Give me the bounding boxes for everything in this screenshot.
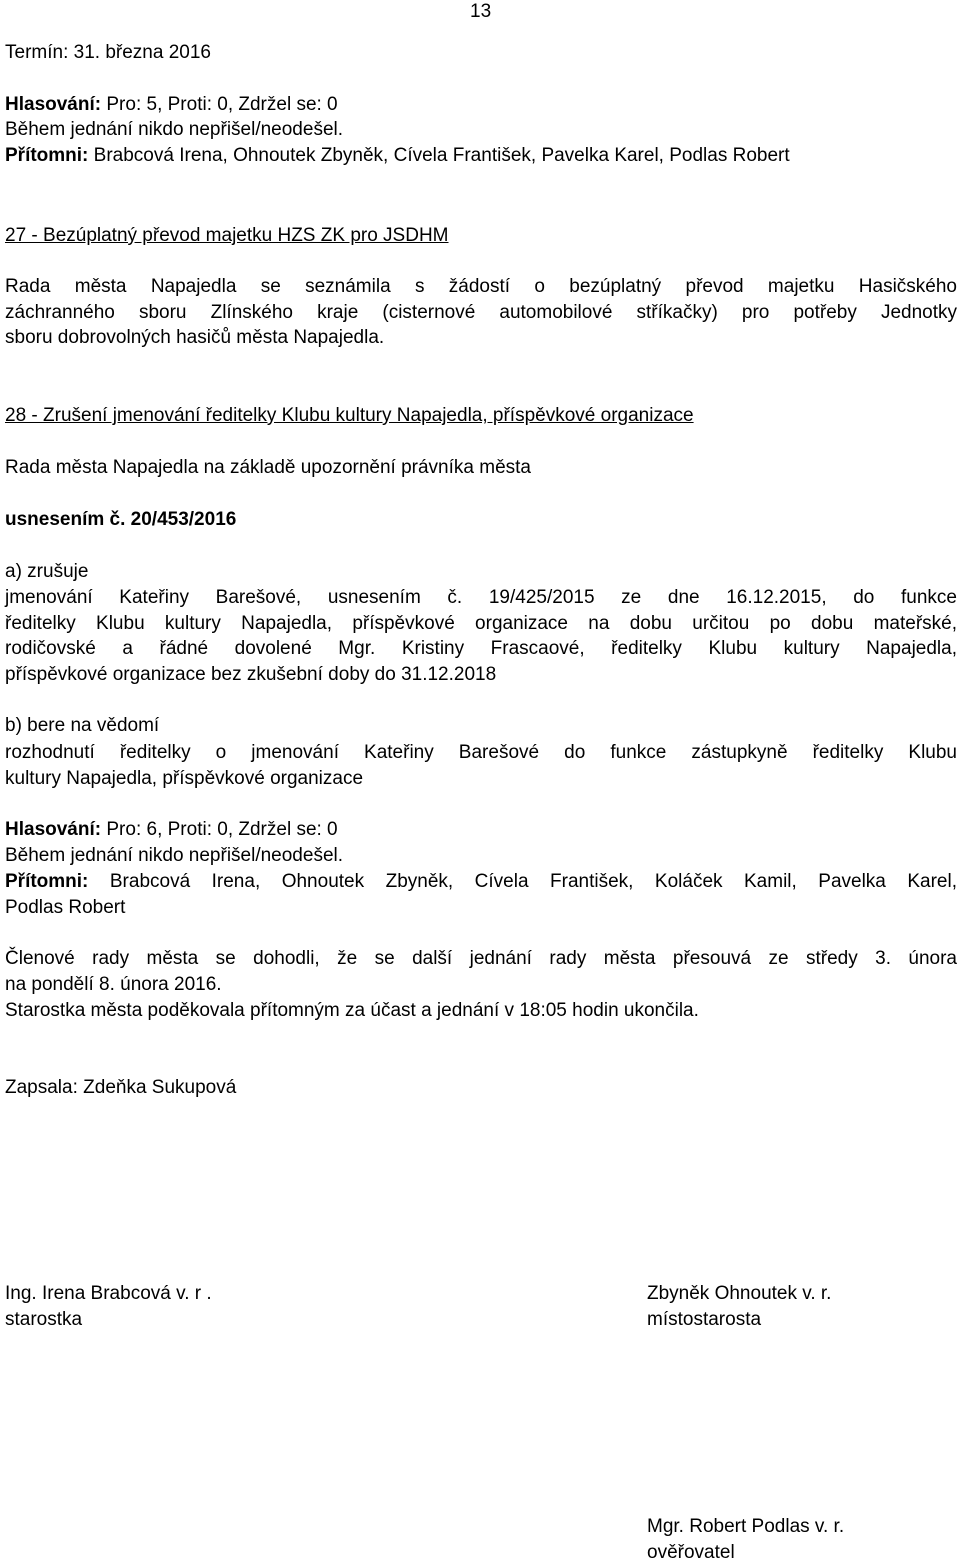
- section-a-line: rodičovské a řádné dovolené Mgr. Kristiny Frascaové, ředitelky Klubu kultury Napajedla,: [5, 638, 957, 660]
- closing-line: Členové rady města se dohodli, že se další jednání rady města přesouvá ze středy 3. února: [5, 948, 957, 969]
- section-b-line: kultury Napajedla, příspěvkové organizace: [5, 767, 364, 789]
- signature-left: [5, 1281, 212, 1333]
- closing-line: na pondělí 8. února 2016.: [5, 973, 222, 995]
- signature-verifier: [647, 1514, 844, 1566]
- signature-right-name: Zbyněk Ohnoutek v. r.: [647, 1283, 832, 1304]
- item28-heading: 28 - Zrušení jmenování ředitelky Klubu kultury Napajedla, příspěvkové organizace: [5, 405, 694, 426]
- present-value: Brabcová Irena, Ohnoutek Zbyněk, Cívela František, Koláček Kamil, Pavelka Karel,: [88, 871, 957, 892]
- arrivals-line: Během jednání nikdo nepřišel/neodešel.: [5, 845, 344, 866]
- present-line-top: [5, 144, 790, 168]
- vote-value: Pro: 5, Proti: 0, Zdržel se: 0: [101, 94, 338, 115]
- section-a-line: ředitelky Klubu kultury Napajedla, příspěvkové organizace na dobu určitou po dobu mateřské,: [5, 612, 957, 634]
- meeting-end-line: Starostka města poděkovala přítomným za účast a jednání v 18:05 hodin ukončila.: [5, 1000, 699, 1021]
- item27-line: sboru dobrovolných hasičů města Napajedla.: [5, 327, 385, 349]
- signature-verifier-name: Mgr. Robert Podlas v. r.: [647, 1516, 845, 1537]
- item27-heading: 27 - Bezúplatný převod majetku HZS ZK pro JSDHM: [5, 225, 449, 246]
- section-a-body: [5, 585, 957, 687]
- signature-verifier-role: ověřovatel: [647, 1542, 735, 1563]
- section-a-label: a) zrušuje: [5, 561, 89, 582]
- present-line: [5, 869, 957, 895]
- vote-line: [5, 818, 338, 842]
- vote-line-top: [5, 93, 338, 117]
- signature-right: [647, 1281, 831, 1333]
- vote-value: Pro: 6, Proti: 0, Zdržel se: 0: [101, 819, 338, 840]
- item28-intro: Rada města Napajedla na základě upozornění právníka města: [5, 457, 531, 478]
- signature-left-role: starostka: [5, 1309, 83, 1330]
- page-number: 13: [470, 1, 492, 22]
- item27-line: Rada města Napajedla se seznámila s žádostí o bezúplatný převod majetku Hasičského: [5, 276, 957, 297]
- section-a-line: jmenování Kateřiny Barešové, usnesením č. 19/425/2015 ze dne 16.12.2015, do funkce: [5, 587, 957, 608]
- section-a-line: příspěvkové organizace bez zkušební doby do 31.12.2018: [5, 663, 497, 685]
- item27-line: záchranného sboru Zlínského kraje (cisternové automobilové stříkačky) pro potřeby Jednotky: [5, 301, 957, 323]
- signature-right-role: místostarosta: [647, 1309, 762, 1330]
- arrivals-line-top: Během jednání nikdo nepřišel/neodešel.: [5, 119, 344, 140]
- vote-label: Hlasování:: [5, 94, 102, 115]
- present-line: Podlas Robert: [5, 896, 126, 918]
- resolution-number: usnesením č. 20/453/2016: [5, 509, 237, 530]
- section-b-body: [5, 740, 957, 791]
- deadline-line: Termín: 31. března 2016: [5, 42, 211, 63]
- section-b-label: b) bere na vědomí: [5, 715, 160, 736]
- present-block: [5, 869, 957, 920]
- present-label: Přítomni:: [5, 145, 89, 166]
- item27-body: [5, 274, 957, 351]
- present-label: Přítomni:: [5, 871, 89, 892]
- section-b-line: rozhodnutí ředitelky o jmenování Kateřiny Barešové do funkce zástupkyně ředitelky Klubu: [5, 742, 957, 763]
- recorded-by: Zapsala: Zdeňka Sukupová: [5, 1077, 237, 1098]
- vote-label: Hlasování:: [5, 819, 102, 840]
- signature-left-name: Ing. Irena Brabcová v. r .: [5, 1283, 212, 1304]
- present-value: Brabcová Irena, Ohnoutek Zbyněk, Cívela František, Pavelka Karel, Podlas Robert: [88, 145, 790, 166]
- closing-body: [5, 946, 957, 997]
